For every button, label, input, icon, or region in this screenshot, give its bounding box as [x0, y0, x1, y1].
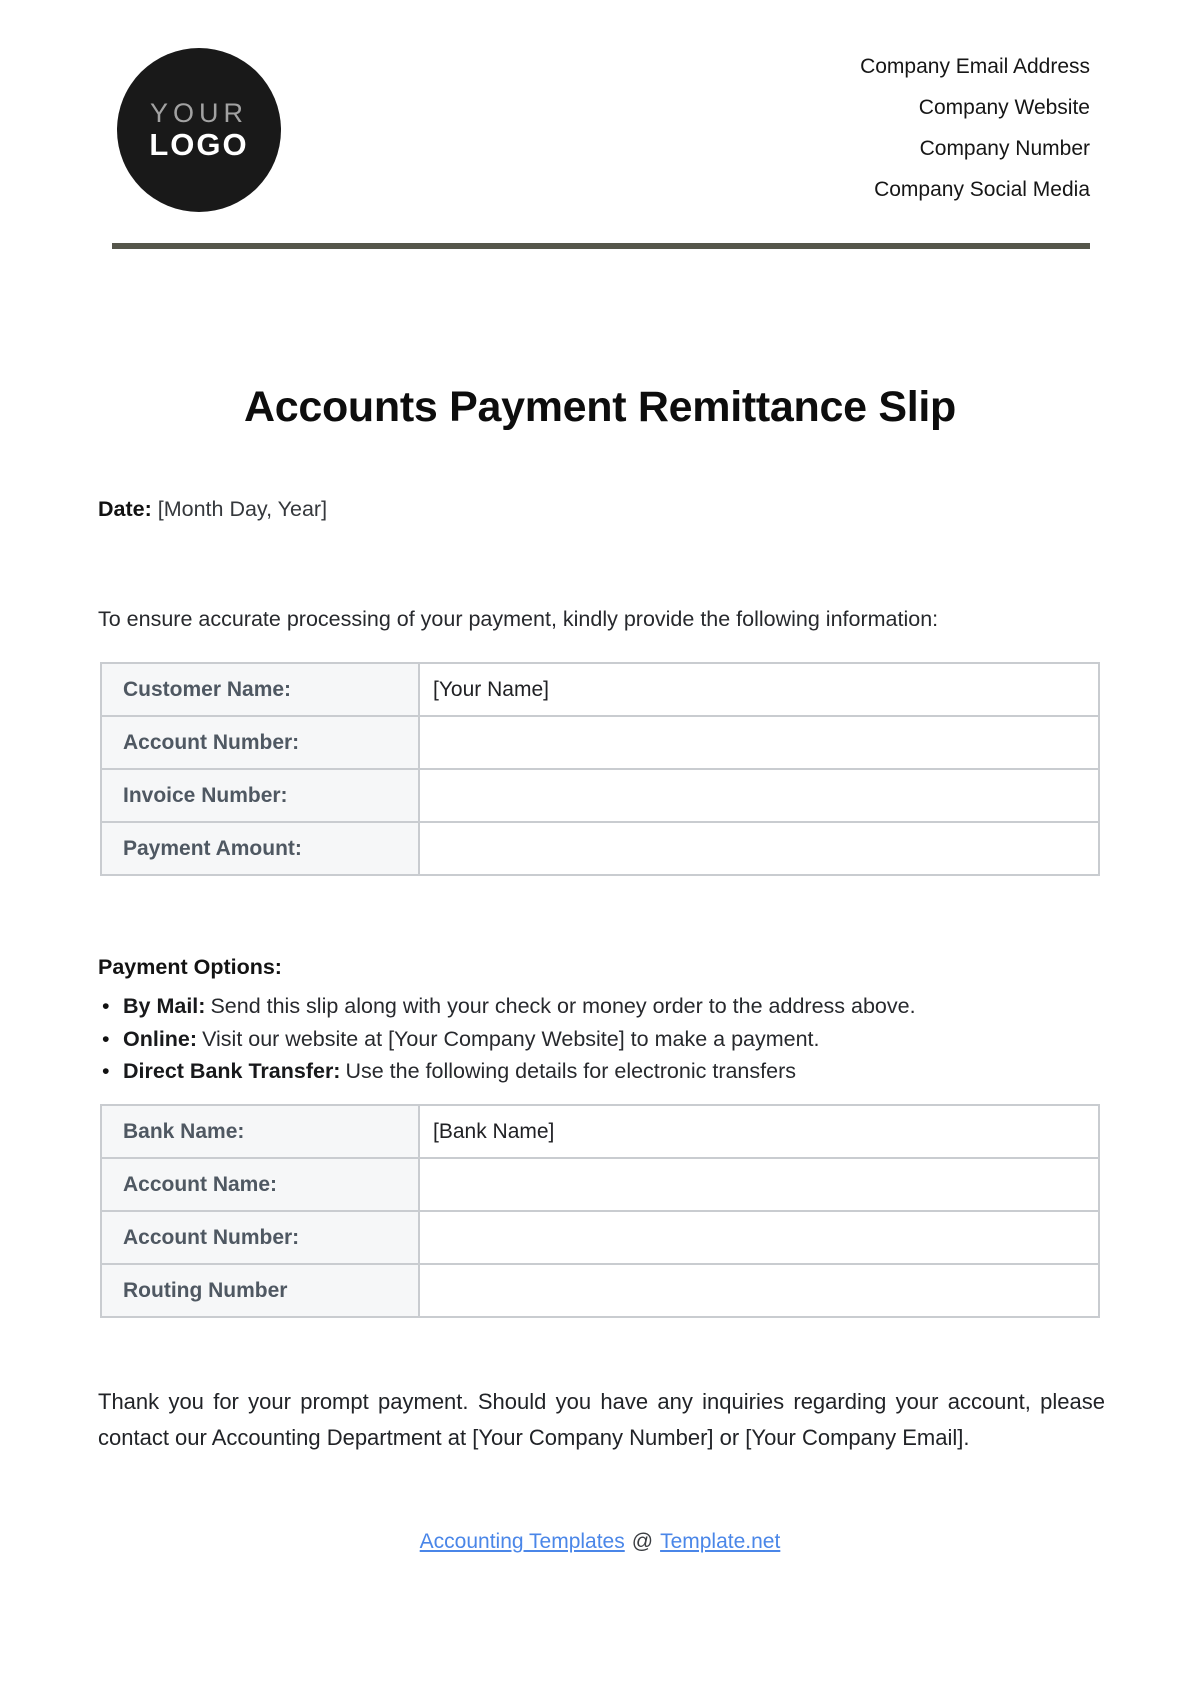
- table-row: [101, 1158, 1099, 1211]
- company-number: Company Number: [919, 137, 1090, 160]
- table-row: [101, 1211, 1099, 1264]
- table-row: [101, 716, 1099, 769]
- option-label: Direct Bank Transfer:: [123, 1059, 341, 1083]
- template-net-link[interactable]: Template.net: [660, 1530, 781, 1553]
- accounting-templates-link[interactable]: Accounting Templates: [419, 1530, 625, 1553]
- company-email: Company Email Address: [860, 55, 1090, 78]
- company-website: Company Website: [918, 96, 1090, 119]
- row-label-bank-name: Bank Name:: [101, 1105, 419, 1158]
- option-label: Online:: [123, 1026, 198, 1051]
- payment-option-bank-transfer: [98, 1055, 1106, 1088]
- row-label-account-name: Account Name:: [101, 1158, 419, 1211]
- table-row: [101, 822, 1099, 875]
- payment-options-heading: Payment Options:: [98, 955, 282, 979]
- row-value-customer-name: [Your Name]: [419, 663, 1099, 716]
- payment-option-by-mail: [98, 990, 1106, 1023]
- footer: [0, 1530, 1200, 1554]
- row-value-bank-name: [Bank Name]: [419, 1105, 1099, 1158]
- row-value-account-name: [419, 1158, 1099, 1211]
- row-label-invoice-number: Invoice Number:: [101, 769, 419, 822]
- date-label: Date:: [98, 497, 152, 521]
- logo-text-logo: LOGO: [149, 127, 249, 162]
- row-value-invoice-number: [419, 769, 1099, 822]
- company-logo: [117, 48, 281, 212]
- row-label-customer-name: Customer Name:: [101, 663, 419, 716]
- option-text: Send this slip along with your check or money order to the address above.: [210, 994, 916, 1018]
- row-label-payment-amount: Payment Amount:: [101, 822, 419, 875]
- row-label-bank-account-number: Account Number:: [101, 1211, 419, 1264]
- date-line: [98, 497, 327, 522]
- header-divider: [112, 243, 1090, 249]
- row-label-routing-number: Routing Number: [101, 1264, 419, 1317]
- row-value-payment-amount: [419, 822, 1099, 875]
- logo-text-your: YOUR: [149, 98, 248, 128]
- table-row: [101, 663, 1099, 716]
- row-value-bank-account-number: [419, 1211, 1099, 1264]
- option-label: By Mail:: [123, 994, 206, 1018]
- table-row: [101, 1105, 1099, 1158]
- option-text: Visit our website at [Your Company Website] to make a payment.: [202, 1026, 820, 1051]
- intro-paragraph: To ensure accurate processing of your payment, kindly provide the following information:: [98, 607, 939, 631]
- company-social-media: Company Social Media: [874, 178, 1090, 201]
- company-contact-block: [860, 46, 1090, 210]
- date-value: [Month Day, Year]: [157, 497, 328, 521]
- page-title: Accounts Payment Remittance Slip: [243, 383, 957, 431]
- payment-options-list: [98, 990, 1106, 1088]
- table-row: [101, 769, 1099, 822]
- table-row: [101, 1264, 1099, 1317]
- closing-paragraph: Thank you for your prompt payment. Should you have any inquiries regarding your account, please contact our Accounting Department at [Your Company Number] or [Your Company Email].: [98, 1389, 1105, 1450]
- row-label-account-number: Account Number:: [101, 716, 419, 769]
- payment-option-online: [98, 1023, 1106, 1056]
- footer-separator: @: [631, 1530, 654, 1553]
- bank-details-table: [100, 1104, 1100, 1318]
- row-value-routing-number: [419, 1264, 1099, 1317]
- customer-info-table: [100, 662, 1100, 876]
- option-text: Use the following details for electronic transfers: [345, 1059, 796, 1083]
- row-value-account-number: [419, 716, 1099, 769]
